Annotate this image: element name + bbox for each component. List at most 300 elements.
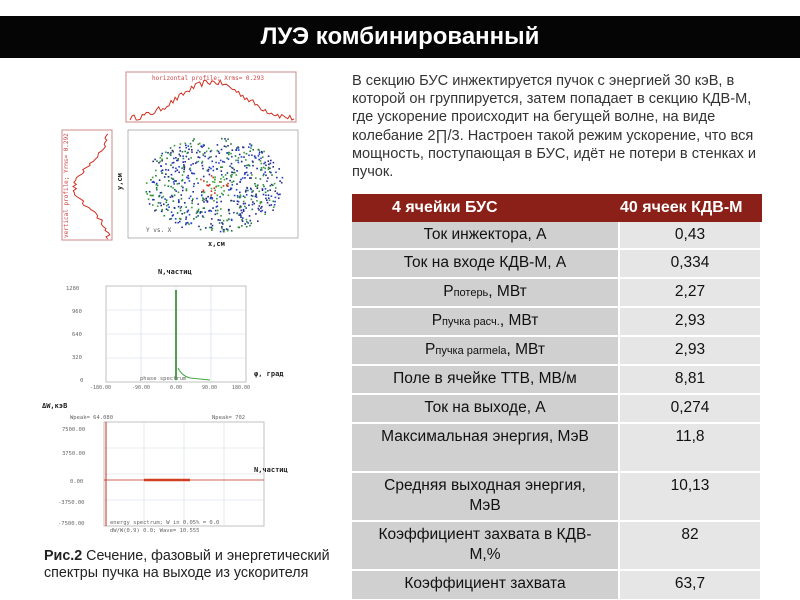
particle-dot	[197, 211, 199, 213]
particle-dot	[275, 197, 277, 199]
particle-dot	[152, 195, 154, 197]
particle-dot	[187, 211, 189, 213]
particle-dot	[224, 161, 226, 163]
particle-dot	[150, 195, 152, 197]
particle-dot	[223, 220, 225, 222]
header-bus-cells: 4 ячейки БУС	[352, 194, 620, 222]
particle-dot	[215, 162, 217, 164]
particle-dot	[224, 179, 226, 181]
particle-dot	[167, 152, 169, 154]
particle-dot	[221, 226, 223, 228]
energy-npeak-info: Npeak= 702	[212, 415, 246, 421]
particle-dot	[161, 159, 163, 161]
particle-dot	[250, 172, 252, 174]
particle-dot	[186, 177, 188, 179]
particle-dot	[190, 143, 192, 145]
particle-dot	[163, 196, 165, 198]
particle-dot	[220, 160, 222, 162]
particle-dot	[256, 168, 258, 170]
particle-dot	[190, 170, 192, 172]
particle-dot	[260, 178, 262, 180]
phase-x-title: φ, град	[254, 370, 284, 378]
particle-dot	[223, 229, 225, 231]
particle-dot	[262, 210, 264, 212]
particle-dot	[222, 161, 224, 163]
particle-dot	[173, 183, 175, 185]
particle-dot	[186, 156, 188, 158]
particle-dot	[157, 185, 159, 187]
particle-dot	[239, 227, 241, 229]
row-label	[352, 279, 620, 308]
particle-dot	[192, 191, 194, 193]
particle-dot	[241, 156, 243, 158]
energy-info-line: dW/W(0.9) 0.0; Wave= 10.555	[110, 528, 200, 534]
particle-dot	[237, 195, 239, 197]
particle-dot	[255, 157, 257, 159]
beam-cross-section-figure	[60, 68, 300, 248]
particle-dot	[159, 161, 161, 163]
particle-dot	[165, 169, 167, 171]
particle-dot	[160, 192, 162, 194]
particle-dot	[160, 202, 162, 204]
row-value: 82	[620, 522, 762, 571]
particle-dot	[243, 209, 245, 211]
particle-dot	[178, 166, 180, 168]
particle-dot	[269, 199, 271, 201]
particle-dot	[223, 176, 225, 178]
particle-dot	[182, 174, 184, 176]
particle-dot	[225, 146, 227, 148]
particle-dot	[211, 161, 213, 163]
particle-dot	[164, 176, 166, 178]
particle-dot	[250, 188, 252, 190]
particle-dot	[249, 220, 251, 222]
particle-dot	[231, 219, 233, 221]
particle-dot	[240, 194, 242, 196]
particle-dot	[213, 200, 215, 202]
particle-dot	[198, 209, 200, 211]
table-row	[352, 473, 762, 522]
particle-dot	[196, 161, 198, 163]
particle-dot	[234, 195, 236, 197]
particle-dot	[247, 187, 249, 189]
row-value: 63,7	[620, 571, 762, 600]
table-row	[352, 308, 762, 337]
particle-dot	[264, 213, 266, 215]
particle-dot	[188, 145, 190, 147]
particle-dot	[211, 194, 213, 196]
particle-dot	[221, 174, 223, 176]
particle-dot	[177, 183, 179, 185]
particle-dot	[175, 190, 177, 192]
particle-dot	[237, 160, 239, 162]
particle-dot	[223, 185, 225, 187]
particle-dot	[179, 221, 181, 223]
particle-dot	[259, 205, 261, 207]
particle-dot	[178, 158, 180, 160]
particle-dot	[221, 187, 223, 189]
particle-dot	[191, 200, 193, 202]
particle-dot	[203, 144, 205, 146]
particle-dot	[249, 143, 251, 145]
particle-dot	[205, 227, 207, 229]
particle-dot	[246, 194, 248, 196]
particle-dot	[209, 227, 211, 229]
particle-dot	[178, 199, 180, 201]
particle-dot	[263, 194, 265, 196]
particle-dot	[255, 213, 257, 215]
particle-dot	[156, 187, 158, 189]
particle-dot	[233, 200, 235, 202]
particle-dot	[218, 162, 220, 164]
phase-spectrum-figure	[60, 264, 300, 394]
particle-dot	[160, 157, 162, 159]
particle-dot	[231, 156, 233, 158]
particle-dot	[243, 156, 245, 158]
phase-xtick: -180.00	[90, 385, 112, 391]
particle-dot	[236, 174, 238, 176]
particle-dot	[270, 160, 272, 162]
energy-ytick: 3750.00	[62, 451, 86, 457]
particle-dot	[206, 151, 208, 153]
particle-dot	[261, 151, 263, 153]
particle-dot	[221, 170, 223, 172]
particle-dot	[216, 202, 218, 204]
particle-dot	[246, 226, 248, 228]
particle-dot	[273, 162, 275, 164]
row-value: 8,81	[620, 366, 762, 395]
particle-dot	[246, 153, 248, 155]
particle-dot	[255, 185, 257, 187]
row-label: Максимальная энергия, МэВ	[352, 424, 620, 473]
particle-dot	[271, 195, 273, 197]
particle-dot	[240, 213, 242, 215]
particle-dot	[183, 171, 185, 173]
particle-dot	[168, 176, 170, 178]
particle-dot	[201, 194, 203, 196]
particle-dot	[267, 202, 269, 204]
particle-dot	[188, 223, 190, 225]
particle-dot	[244, 165, 246, 167]
particle-dot	[202, 161, 204, 163]
particle-dot	[216, 168, 218, 170]
particle-dot	[263, 167, 265, 169]
phase-ytick: 1280	[66, 286, 80, 292]
particle-dot	[197, 150, 199, 152]
particle-dot	[220, 178, 222, 180]
particle-dot	[186, 190, 188, 192]
particle-dot	[179, 150, 181, 152]
particle-dot	[186, 222, 188, 224]
particle-dot	[224, 138, 226, 140]
particle-dot	[209, 167, 211, 169]
particle-dot	[212, 198, 214, 200]
particle-dot	[242, 146, 244, 148]
phase-xtick: -90.00	[132, 385, 151, 391]
particle-dot	[220, 215, 222, 217]
particle-dot	[166, 202, 168, 204]
particle-dot	[170, 186, 172, 188]
particle-dot	[182, 161, 184, 163]
particle-dot	[183, 169, 185, 171]
x-axis-label: x,см	[208, 240, 225, 248]
particle-dot	[268, 168, 270, 170]
particle-dot	[159, 179, 161, 181]
particle-dot	[242, 217, 244, 219]
particle-dot	[170, 147, 172, 149]
particle-dot	[212, 177, 214, 179]
particle-dot	[167, 204, 169, 206]
particle-dot	[233, 212, 235, 214]
particle-dot	[184, 202, 186, 204]
particle-dot	[157, 205, 159, 207]
particle-dot	[210, 156, 212, 158]
row-value: 10,13	[620, 473, 762, 522]
particle-dot	[174, 145, 176, 147]
particle-dot	[192, 140, 194, 142]
particle-dot	[265, 198, 267, 200]
particle-dot	[190, 157, 192, 159]
particle-dot	[251, 174, 253, 176]
particle-dot	[275, 190, 277, 192]
phase-y-title: N,частиц	[158, 268, 192, 276]
particle-dot	[227, 172, 229, 174]
particle-dot	[239, 181, 241, 183]
phase-xtick: 90.00	[202, 385, 218, 391]
particle-dot	[197, 215, 199, 217]
particle-dot	[264, 168, 266, 170]
particle-dot	[265, 194, 267, 196]
phase-xtick: 180.00	[232, 385, 251, 391]
particle-dot	[193, 218, 195, 220]
particle-dot	[275, 172, 277, 174]
particle-dot	[161, 209, 163, 211]
particle-dot	[172, 187, 174, 189]
particle-dot	[193, 138, 195, 140]
header-kdv-cells: 40 ячеек КДВ-М	[620, 194, 762, 222]
particle-dot	[244, 197, 246, 199]
row-value: 0,43	[620, 222, 762, 250]
particle-dot	[236, 183, 238, 185]
particle-dot	[189, 214, 191, 216]
particle-dot	[210, 223, 212, 225]
particle-dot	[246, 219, 248, 221]
particle-dot	[260, 207, 262, 209]
particle-dot	[154, 159, 156, 161]
particle-dot	[161, 197, 163, 199]
energy-y-title: ΔW,кэВ	[42, 402, 68, 410]
particle-dot	[279, 194, 281, 196]
particle-dot	[228, 218, 230, 220]
particle-dot	[282, 177, 284, 179]
particle-dot	[244, 174, 246, 176]
particle-dot	[211, 188, 213, 190]
particle-dot	[192, 163, 194, 165]
particle-dot	[178, 206, 180, 208]
power-symbol: P	[431, 312, 443, 329]
particle-dot	[259, 191, 261, 193]
particle-dot	[182, 151, 184, 153]
particle-dot	[237, 200, 239, 202]
particle-dot	[214, 187, 216, 189]
particle-dot	[215, 210, 217, 212]
particle-dot	[223, 190, 225, 192]
particle-dot	[206, 181, 208, 183]
particle-dot	[265, 192, 267, 194]
particle-dot	[179, 154, 181, 156]
particle-dot	[152, 181, 154, 183]
particle-dot	[254, 183, 256, 185]
row-label: Коэффициент захвата в КДВ-М,%	[352, 522, 620, 571]
particle-dot	[263, 163, 265, 165]
particle-dot	[230, 143, 232, 145]
particle-dot	[212, 207, 214, 209]
particle-dot	[260, 158, 262, 160]
particle-dot	[197, 203, 199, 205]
particle-dot	[248, 164, 250, 166]
particle-dot	[177, 169, 179, 171]
particle-dot	[161, 170, 163, 172]
particle-dot	[152, 161, 154, 163]
particle-dot	[221, 149, 223, 151]
scatter-frame	[128, 130, 298, 238]
particle-dot	[208, 148, 210, 150]
particle-dot	[175, 168, 177, 170]
particle-dot	[257, 220, 259, 222]
particle-dot	[237, 203, 239, 205]
particle-dot	[191, 202, 193, 204]
particle-dot	[244, 223, 246, 225]
particle-dot	[188, 177, 190, 179]
particle-dot	[245, 191, 247, 193]
particle-dot	[185, 218, 187, 220]
particle-dot	[219, 196, 221, 198]
particle-dot	[176, 160, 178, 162]
particle-dot	[172, 196, 174, 198]
particle-dot	[236, 212, 238, 214]
particle-dot	[221, 193, 223, 195]
particle-dot	[248, 155, 250, 157]
particle-dot	[207, 201, 209, 203]
table-row	[352, 279, 762, 308]
vertical-profile-title: vertical profile; Yrms= 0.292	[63, 133, 70, 238]
particle-dot	[256, 196, 258, 198]
particle-dot	[162, 172, 164, 174]
particle-dot	[217, 144, 219, 146]
particle-dot	[185, 145, 187, 147]
particle-dot	[271, 174, 273, 176]
particle-dot	[230, 153, 232, 155]
particle-dot	[214, 192, 216, 194]
particle-dot	[203, 192, 205, 194]
particle-dot	[180, 207, 182, 209]
particle-dot	[173, 179, 175, 181]
particle-dot	[181, 213, 183, 215]
particle-dot	[254, 155, 256, 157]
particle-dot	[166, 208, 168, 210]
table-row	[352, 337, 762, 366]
particle-dot	[227, 230, 229, 232]
row-value: 2,93	[620, 308, 762, 337]
particle-dot	[165, 173, 167, 175]
particle-dot	[213, 170, 215, 172]
particle-dot	[189, 168, 191, 170]
power-subscript: пучка parmela	[435, 345, 507, 357]
particle-dot	[255, 194, 257, 196]
particle-dot	[172, 162, 174, 164]
row-value: 11,8	[620, 424, 762, 473]
phase-ytick: 320	[72, 355, 82, 361]
particle-dot	[180, 210, 182, 212]
particle-dot	[232, 184, 234, 186]
particle-dot	[258, 208, 260, 210]
particle-dot	[174, 207, 176, 209]
particle-dot	[216, 198, 218, 200]
particle-dot	[192, 173, 194, 175]
particle-dot	[251, 154, 253, 156]
particle-dot	[165, 152, 167, 154]
energy-ytick: 0.00	[70, 479, 84, 485]
power-unit: , МВт	[506, 341, 545, 358]
particle-dot	[228, 154, 230, 156]
particle-dot	[184, 167, 186, 169]
particle-dot	[191, 223, 193, 225]
particle-dot	[269, 189, 271, 191]
particle-dot	[217, 213, 219, 215]
particle-dot	[190, 196, 192, 198]
particle-dot	[220, 208, 222, 210]
particle-dot	[224, 145, 226, 147]
particle-dot	[180, 218, 182, 220]
particle-dot	[270, 172, 272, 174]
particle-dot	[149, 203, 151, 205]
particle-dot	[214, 190, 216, 192]
particle-dot	[229, 226, 231, 228]
particle-dot	[197, 182, 199, 184]
particle-dot	[251, 199, 253, 201]
particle-dot	[219, 152, 221, 154]
particle-dot	[214, 179, 216, 181]
particle-dot	[228, 195, 230, 197]
particle-dot	[272, 185, 274, 187]
particle-dot	[215, 156, 217, 158]
particle-dot	[219, 219, 221, 221]
particle-dot	[210, 227, 212, 229]
particle-dot	[226, 152, 228, 154]
particle-dot	[164, 185, 166, 187]
particle-dot	[184, 151, 186, 153]
particle-dot	[175, 218, 177, 220]
particle-dot	[255, 177, 257, 179]
table-row	[352, 424, 762, 473]
row-label: Ток инжектора, А	[352, 222, 620, 250]
parameters-table	[352, 194, 762, 600]
particle-dot	[202, 168, 204, 170]
particle-dot	[256, 200, 258, 202]
particle-dot	[199, 157, 201, 159]
particle-dot	[260, 203, 262, 205]
particle-dot	[262, 156, 264, 158]
particle-dot	[268, 167, 270, 169]
particle-dot	[161, 153, 163, 155]
particle-dot	[174, 189, 176, 191]
particle-dot	[203, 180, 205, 182]
particle-dot	[191, 151, 193, 153]
particle-dot	[217, 210, 219, 212]
energy-x-title: N,частиц	[254, 466, 288, 474]
horizontal-profile-title: horizontal profile; Xrms= 0.293	[152, 75, 264, 82]
row-label: Средняя выходная энергия, МэВ	[352, 473, 620, 522]
